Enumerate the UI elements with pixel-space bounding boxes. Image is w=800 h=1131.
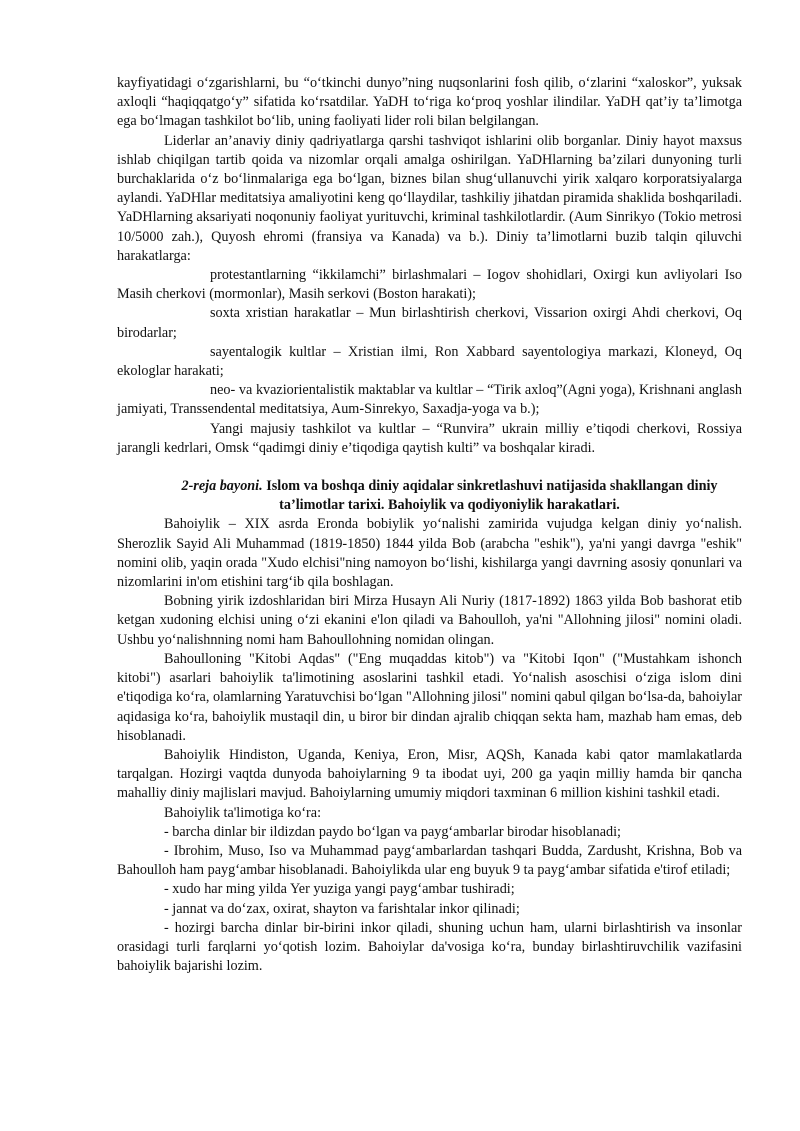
body-paragraph: Bahoiylik Hindiston, Uganda, Keniya, Eron, Misr, AQSh, Kanada kabi qator mamlakatlarda tarqalgan. Hozirgi vaqtda dunyoda bahoiylarning 9 ta ibodat uyi, 200 ga yaqin milliy hamda bir qancha mahalliy diniy majlislari mavjud. Bahoiylarning umumiy miqdori taxminan 6 million kishini tashkil etadi. [117, 746, 742, 802]
movements-list [117, 266, 742, 458]
list-item: sayentalogik kultlar – Xristian ilmi, Ron Xabbard sayentologiya markazi, Kloneyd, Oq ekologlar harakati; [117, 343, 742, 380]
list-item: soxta xristian harakatlar – Mun birlashtirish cherkovi, Vissarion oxirgi Ahdi cherkovi, Oq birodarlar; [117, 305, 742, 341]
dash-list-item: - jannat va do‘zax, oxirat, shayton va farishtalar inkor qilinadi; [164, 900, 520, 917]
body-paragraph: Bahoulloning "Kitobi Aqdas" ("Eng muqaddas kitob") va "Kitobi Iqon" ("Mustahkam ishonch kitobi") asarlari bahoiylik ta'limotining asoslarini tashkil etadi. Yo‘nalish asoschisi o‘ziga islom dini e'tiqodiga ko‘ra, olamlarning Yaratuvchisi bo‘lgan "Allohning jilosi" nomini qabul qilgan bo‘lsa-da, bahoiylar aqidasiga ko‘ra, bahoiylik mustaqil din, u biror bir dindan ajralib chiqqan sekta ham, mazhab ham emas, deb hisoblanadi. [117, 650, 742, 744]
section-spacer [117, 458, 742, 477]
dash-list-item: - barcha dinlar bir ildizdan paydo bo‘lgan va payg‘ambarlar birodar hisoblanadi; [164, 823, 621, 840]
list-item: neo- va kvaziorientalistik maktablar va kultlar – “Tirik axloq”(Agni yoga), Krishnani anglash jamiyati, Transsendental meditatsiya, Aum-Sinrekyo, Saxadja-yoga va b.); [117, 382, 742, 418]
list-item: Yangi majusiy tashkilot va kultlar – “Runvira” ukrain milliy e’tiqodi cherkovi, Rossiya jarangli kedrlari, Omsk “qadimgi diniy e’tiqodiga qaytish kulti” va boshqalar kiradi. [117, 420, 742, 456]
dash-list-item: - hozirgi barcha dinlar bir-birini inkor qiladi, shuning uchun ham, ularni birlashtirish va insonlar orasidagi turli farqlarni yo‘qotish lozim. Bahoiylar da'vosiga ko‘ra, bunday birlashtiruvchilik vazifasini bahoiylik bajarishi lozim. [117, 919, 742, 975]
heading-lead: 2-reja bayoni. [181, 478, 263, 495]
heading-text: Islom va boshqa diniy aqidalar sinkretlashuvi natijasida shakllangan diniy ta’limotlar tarixi. Bahoiylik va qodiyoniylik harakatlari. [262, 478, 718, 514]
leaders-paragraph: Liderlar an’anaviy diniy qadriyatlarga qarshi tashviqot ishlarini olib borganlar. Diniy hayot maxsus ishlab chiqilgan tartib qoida va nizomlar orqali amalga oshirilgan. YaDHlarning ba’zilari dunyoning turli burchaklarida o‘z bo‘linmalariga ega bo‘lgan, biznes bilan shug‘ullanuvchi yirik xalqaro korporatsiyalarga aylandi. YaDHlar meditatsiya amaliyotini keng qo‘llaydilar, tashkiliy jihatdan piramida shaklida boshqariladi. YaDHlarning aksariyati noqonuniy faoliyat yurituvchi, kriminal tashkilotlardir. (Aum Sinrikyo (Tokio metrosi 10/5000 zah.), Quyosh ehromi (fransiya va Kanada) va b.). Diniy ta’limotlarni buzib talqin qiluvchi harakatlarga: [117, 132, 742, 264]
body-paragraph: Bahoiylik – XIX asrda Eronda bobiylik yo‘nalishi zamirida vujudga kelgan diniy yo‘nalish. Sherozlik Sayid Ali Muhammad (1819-1850) 1844 yilda Bob (arabcha "eshik"), ya'ni yangi davrga "eshik" nomini olib, yaqin orada "Xudo elchisi"ning namoyon bo‘lishi, kishilarga yangi davrning asosiy qonunlari va nizomlarini in'om etishini targ‘ib qila boshlagan. [117, 516, 742, 591]
list-item: protestantlarning “ikkilamchi” birlashmalari – Iogov shohidlari, Oxirgi kun avliyolari Iso Masih cherkovi (mormonlar), Masih serkovi (Boston harakati); [117, 267, 742, 303]
document-page [117, 74, 742, 976]
body-paragraph: Bobning yirik izdoshlaridan biri Mirza Husayn Ali Nuriy (1817-1892) 1863 yilda Bob bashorat etib ketgan xudoning elchisi uning o‘zi ekanini e'lon qiladi va Bahoulloh, ya'ni "Allohning jilosi" nomini oladi. Ushbu yo‘nalishnning nomi ham Bahoullohning nomidan olingan. [117, 593, 742, 648]
intro-paragraph: kayfiyatidagi o‘zgarishlarni, bu “o‘tkinchi dunyo”ning nuqsonlarini fosh qilib, o‘zlarini “xaloskor”, yuksak axloqli “haqiqqatgo‘y” sifatida ko‘rsatdilar. YaDH to‘riga ko‘proq yoshlar ilindilar. YaDH qat’iy ta’limotga ega bo‘lmagan tashkilot bo‘lib, uning faoliyati lider roli bilan belgilangan. [117, 75, 742, 130]
section-heading [117, 477, 742, 515]
doctrine-list [117, 823, 742, 977]
dash-list-item: - xudo har ming yilda Yer yuziga yangi payg‘ambar tushiradi; [164, 881, 515, 898]
dash-list-item: - Ibrohim, Muso, Iso va Muhammad payg‘ambarlardan tashqari Budda, Zardusht, Krishna, Bob va Bahoulloh ham payg‘ambar hisoblanadi. Bahoiylikda ular eng buyuk 9 ta payg‘ambar sifatida e'tirof etiladi; [117, 842, 742, 879]
body-paragraph: Bahoiylik ta'limotiga ko‘ra: [164, 804, 322, 821]
